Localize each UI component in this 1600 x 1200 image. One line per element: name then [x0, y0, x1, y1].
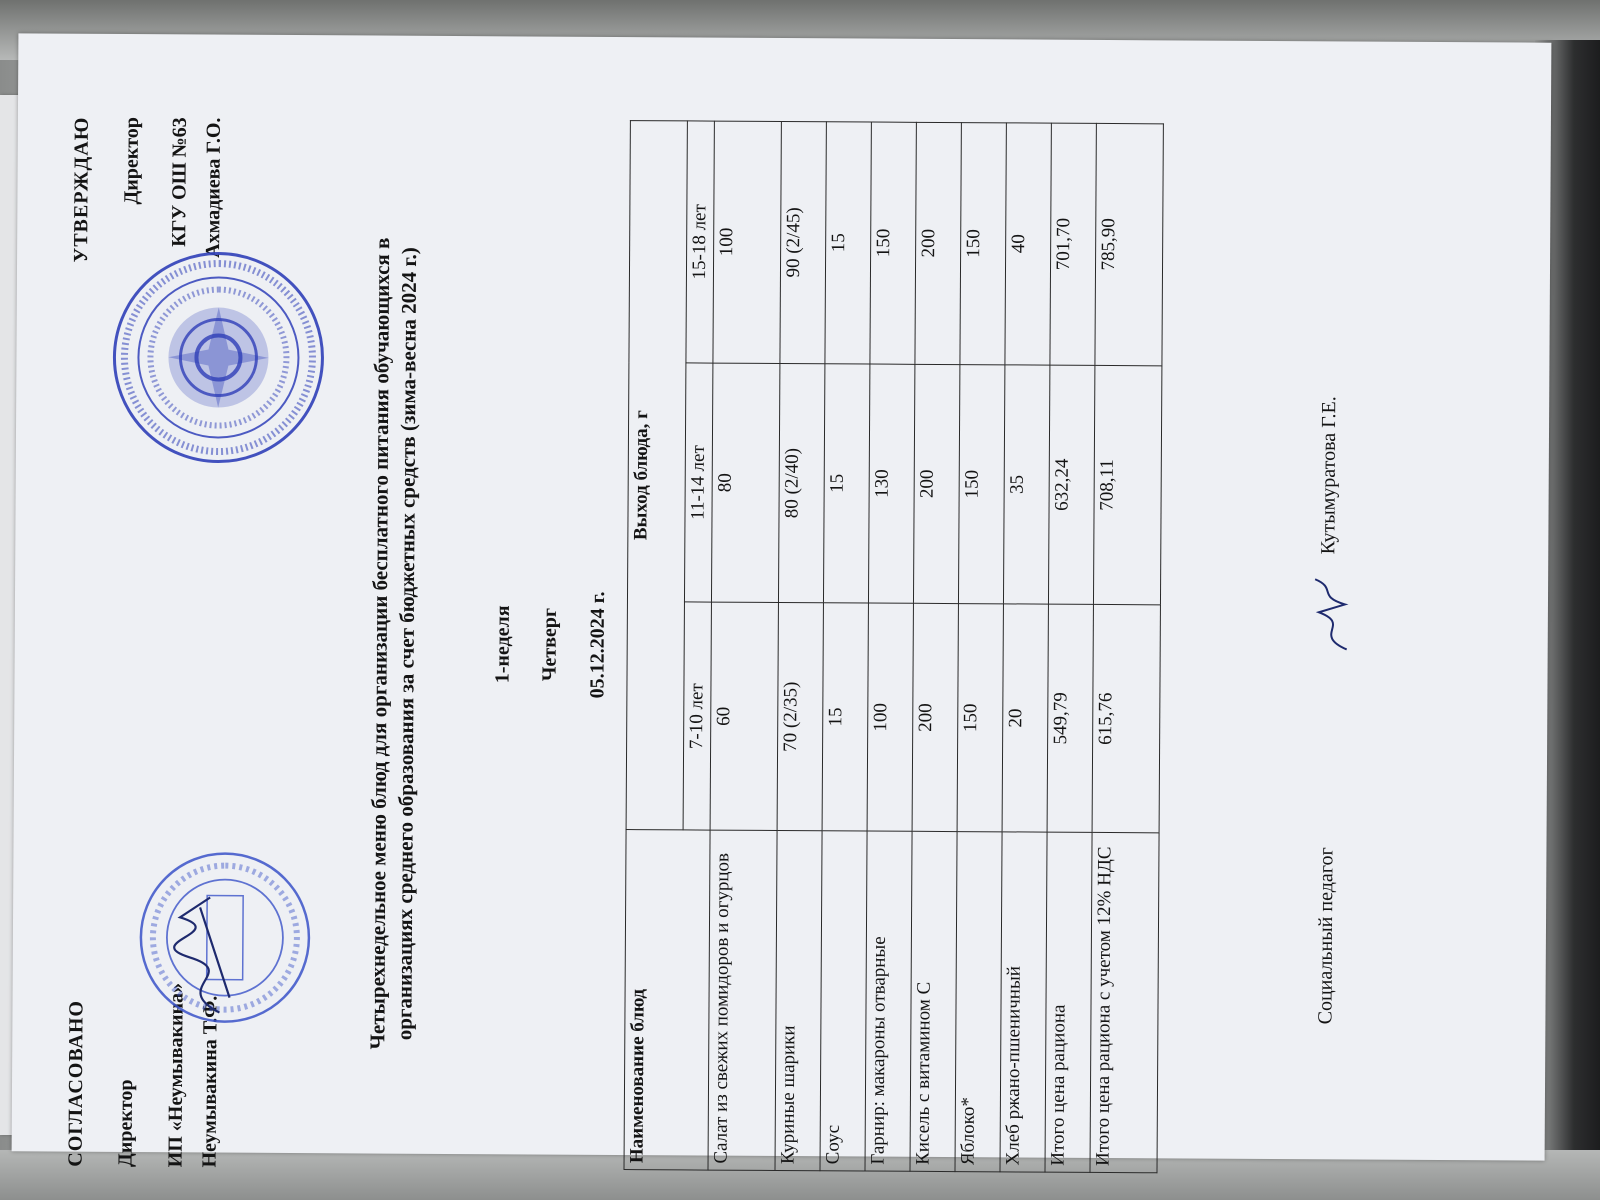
- approval-right-heading: УТВЕРЖДАЮ: [70, 116, 93, 263]
- total-7-10: 549,79: [1047, 604, 1093, 832]
- footer-name: Кутымуратова Г.Е.: [1317, 396, 1341, 555]
- approval-left-position: Директор: [114, 1079, 138, 1168]
- menu-table: [623, 120, 1163, 1173]
- total-label: Итого цена рациона: [1045, 832, 1092, 1172]
- yield-15-18: 150: [870, 122, 916, 364]
- table-row: [1090, 123, 1163, 1172]
- yield-7-10: 60: [710, 602, 778, 830]
- yield-11-14: 80 (2/40): [778, 363, 824, 603]
- age-group-11-14: 11-14 лет: [684, 363, 712, 603]
- col-name-header: Наименование блюд: [624, 830, 710, 1171]
- age-group-7-10: 7-10 лет: [683, 602, 711, 830]
- date-label: 05.12.2024 г.: [586, 591, 610, 699]
- yield-15-18: 40: [1005, 123, 1051, 365]
- total-11-14: 632,24: [1048, 365, 1094, 605]
- yield-15-18: 15: [825, 122, 871, 364]
- table-row: [708, 121, 781, 1170]
- approval-left-organization: ИП «Неумывакина»: [164, 982, 188, 1168]
- table-row: [775, 121, 826, 1170]
- document-content: [64, 117, 1530, 1176]
- footer-role: Социальный педагог: [1314, 847, 1338, 1025]
- approval-left-name: Неумывакина Т.Ф.: [198, 995, 222, 1168]
- yield-15-18: 150: [960, 123, 1006, 365]
- total-vat-11-14: 708,11: [1093, 365, 1161, 605]
- yield-15-18: 100: [713, 121, 781, 363]
- approval-right-position: Директор: [120, 116, 143, 205]
- dish-name: Куриные шарики: [775, 830, 822, 1170]
- total-vat-7-10: 615,76: [1092, 605, 1160, 833]
- title-line-1: Четырехнедельное меню блюд для организации бесплатного питания обучающихся в: [365, 237, 395, 1050]
- table-row: [1045, 123, 1096, 1172]
- table-row: [1000, 123, 1051, 1172]
- table-row: [955, 123, 1006, 1172]
- day-label: Четверг: [538, 607, 561, 682]
- yield-7-10: 15: [822, 603, 868, 831]
- approval-left-heading: СОГЛАСОВАНО: [64, 999, 88, 1167]
- age-group-15-18: 15-18 лет: [686, 121, 714, 363]
- dish-name: Хлеб ржано-пшеничный: [1000, 832, 1047, 1172]
- paper-sheet: [12, 33, 1552, 1168]
- yield-7-10: 100: [867, 603, 913, 831]
- yield-11-14: 200: [913, 364, 959, 604]
- approval-right-organization: КГУ ОШ №63: [168, 117, 191, 247]
- footer-block: [1314, 124, 1341, 1025]
- approval-right-name: Ахмадиева Г.О.: [202, 117, 225, 258]
- yield-11-14: 130: [868, 364, 914, 604]
- total-vat-15-18: 785,90: [1095, 123, 1163, 365]
- week-label: 1-неделя: [491, 605, 514, 684]
- yield-7-10: 70 (2/35): [777, 603, 823, 831]
- col-yield-header: Выход блюда, г: [626, 121, 687, 830]
- stamp-right: [108, 247, 329, 468]
- table-row: [820, 122, 871, 1171]
- dish-name: Соус: [820, 831, 867, 1171]
- table-header-row: [624, 121, 687, 1170]
- signature-footer: [1307, 574, 1357, 654]
- dish-name: Салат из свежих помидоров и огурцов: [708, 830, 777, 1170]
- yield-7-10: 150: [957, 604, 1003, 832]
- yield-7-10: 20: [1002, 604, 1048, 832]
- document-title: [364, 118, 425, 1168]
- yield-7-10: 200: [912, 604, 958, 832]
- yield-11-14: 150: [958, 364, 1004, 604]
- yield-11-14: 35: [1003, 365, 1049, 605]
- yield-15-18: 200: [915, 122, 961, 364]
- dish-name: Гарнир: макароны отварные: [865, 831, 912, 1171]
- yield-11-14: 15: [823, 363, 869, 603]
- signature-left: [159, 887, 250, 1018]
- yield-15-18: 90 (2/45): [780, 121, 826, 363]
- dish-name: Кисель с витамином С: [910, 831, 957, 1171]
- table-row: [865, 122, 916, 1171]
- yield-11-14: 80: [711, 363, 779, 603]
- dish-name: Яблоко*: [955, 832, 1002, 1172]
- table-row: [910, 122, 961, 1171]
- title-line-2: организациях среднего образования за счет бюджетных средств (зима-весна 2024 г.): [392, 247, 422, 1041]
- total-15-18: 701,70: [1050, 123, 1096, 365]
- total-vat-label: Итого цена рациона с учетом 12% НДС: [1090, 832, 1159, 1172]
